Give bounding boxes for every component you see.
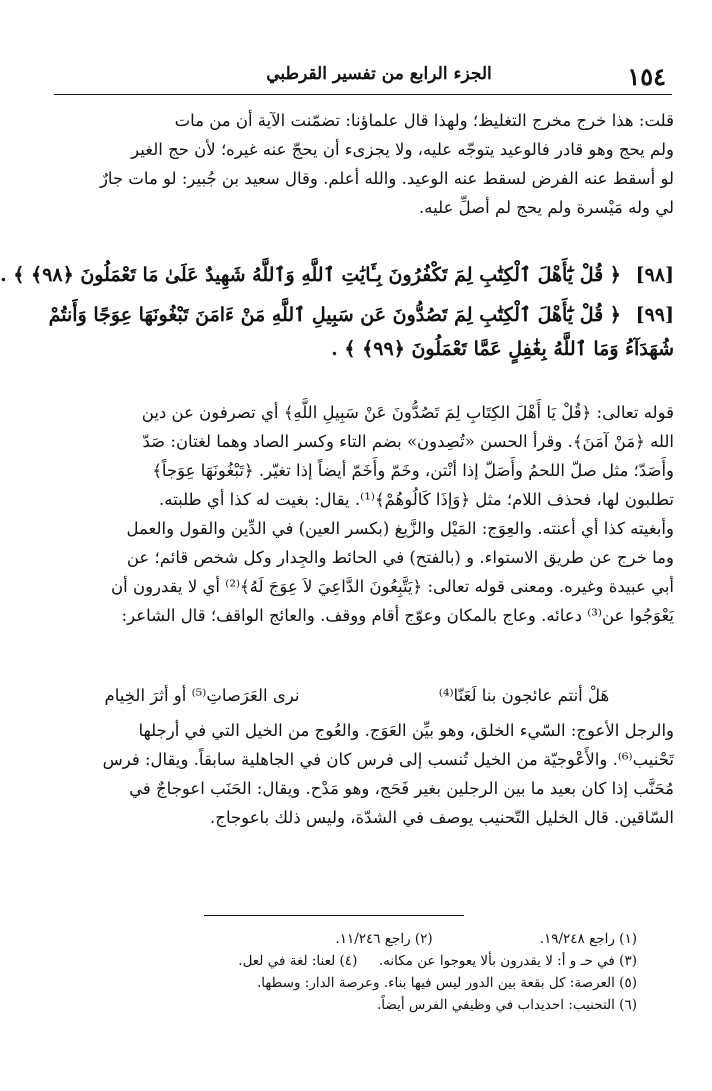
text-line: وما خرج عن طريق الاستواء. و (بالفتح) في الحائط والجِدار وكل شخص قائم؛ عن [126, 548, 674, 567]
paragraph-2 [52, 398, 674, 630]
poem-hemistich-second: نرى العَرَصاتِ⁽⁵⁾ أو أثرَ الخِيام [104, 686, 300, 705]
text-line: ولم يحج وهو قادر فالوعيد يتوجّه عليه، ولا يجزىء أن يحجّ عنه غيره؛ لأن حج الغير [131, 140, 674, 159]
text-line: لي وله مَيْسرة ولم يحج لم أصلِّ عليه. [419, 198, 674, 217]
verse-99 [48, 298, 674, 366]
text-line: يَعْوَجُوا عن⁽³⁾ دعائه. وعاج بالمكان وعوّج أقام ووقف. والعائج الواقف؛ قال الشاعر: [121, 606, 674, 625]
verse-text: شُهَدَآءُ وَمَا ٱللَّهُ بِغَٰفِلٍ عَمَّا تَعْمَلُونَ ﴿٩٩﴾ ﴾ . [331, 338, 674, 360]
text-line: تطلبون لها، فحذف اللام؛ مثل ﴿وَإذَا كَالُوهُمْ﴾⁽¹⁾. يقال: بغيت له كذا أي طلبته. [159, 490, 674, 509]
footnote-5: (٥) العرصة: كل بقعة بين الدور ليس فيها بناء. وعرصة الدار: وسطها. [256, 975, 637, 991]
text-line: وأبغيته كذا أي أعنته. والعِوَج: المَيْل والزَّيغ (بكسر العين) في الدِّين والقول والعمل [126, 519, 674, 538]
page-number: ١٥٤ [627, 62, 666, 91]
footnote-3: (٣) في حـ و أ: لا يقدرون بألا يعوجوا عن مكانه. [378, 953, 637, 969]
text-line: الله ﴿مَنْ آمَنَ﴾. وقرأ الحسن «تُصِدون» بضم التاء وكسر الصاد وهما لغتان: صَدّ [142, 432, 674, 451]
footnote-6: (٦) التحنيب: احديداب في وظيفي الفرس أيضاً. [376, 997, 637, 1013]
verse-text: ﴿ قُلْ يَٰٓأَهْلَ ٱلْكِتَٰبِ لِمَ تَكْفُرُونَ بِـَٔايَٰتِ ٱللَّهِ وَٱللَّهُ شَهِيدٌ عَلَىٰ مَا تَعْمَلُونَ ﴿٩٨﴾ ﴾ . [0, 264, 621, 286]
page-header [54, 60, 672, 94]
footnotes [74, 928, 637, 1016]
text-line: قوله تعالى: ﴿قُلْ يَا أَهْلَ الكِتَابِ لِمَ تَصُدُّونَ عَنْ سَبِيلِ اللَّهِ﴾ أي تصرفون عن دين [141, 403, 674, 422]
paragraph-1 [52, 106, 674, 222]
text-line: أبي عبيدة وغيره. ومعنى قوله تعالى: ﴿يَتَّبِعُونَ الدَّاعِيَ لاَ عِوَجَ لَهُ﴾⁽²⁾ أي لا يقدرون أن [111, 577, 674, 596]
footnote-2: (٢) راجع ١١/٢٤٦. [335, 931, 433, 947]
running-head: الجزء الرابع من تفسير القرطبي [266, 64, 492, 84]
text-line: تَحْنيب⁽⁶⁾. والأَعْوجيّة من الخيل تُنسب إلى فرس كان في الجاهلية سابقاً. ويقال: فرس [102, 750, 674, 769]
text-line: وأَصَدّ؛ مثل صلّ اللحمُ وأَصَلّ إذا أنْتن، وخَمّ وأَخَمّ أيضاً إذا تغيّر. ﴿تَبْغُونَهَا عِوَجاً﴾ [152, 461, 674, 480]
text-line: مُحَنَّب إذا كان بعيد ما بين الرجلين بغير فَحَج، وهو مَدْح. ويقال: الحَنَب اعوجاجٌ في [129, 779, 674, 798]
footnote-1: (١) راجع ١٩/٢٤٨. [539, 931, 637, 947]
text-line: السّاقين. قال الخليل التّحنيب يوصف في الشدّة، وليس ذلك باعوجاج. [210, 808, 674, 827]
text-line: لو أسقط عنه الفرض لسقط عنه الوعيد. والله أعلم. وقال سعيد بن جُبير: لو مات جارٌ [99, 169, 674, 188]
verse-text: ﴿ قُلْ يَٰٓأَهْلَ ٱلْكِتَٰبِ لِمَ تَصُدُّونَ عَن سَبِيلِ ٱللَّهِ مَنْ ءَامَنَ تَبْغُونَهَا عِوَجًا وَأَنتُمْ [48, 304, 621, 326]
verse-number: [٩٩] [635, 304, 674, 326]
paragraph-3 [52, 716, 674, 832]
text-line: قلت: هذا خرج مخرج التغليظ؛ ولهذا قال علماؤنا: تضمّنت الآية أن من مات [174, 111, 674, 130]
header-rule [54, 94, 672, 95]
verse-98 [0, 258, 674, 292]
verse-number: [٩٨] [635, 264, 674, 286]
footnote-rule [204, 915, 464, 916]
text-line: والرجل الأعوج: السّيء الخلق، وهو بيِّن العَوَج. والعُوج من الخيل التي في أرجلها [138, 721, 674, 740]
poem-hemistich-first: هَلْ أنتم عائجون بنا لَعَنّا⁽⁴⁾ [438, 686, 610, 705]
footnote-4: (٤) لعنا: لغة في لعل. [238, 953, 358, 969]
